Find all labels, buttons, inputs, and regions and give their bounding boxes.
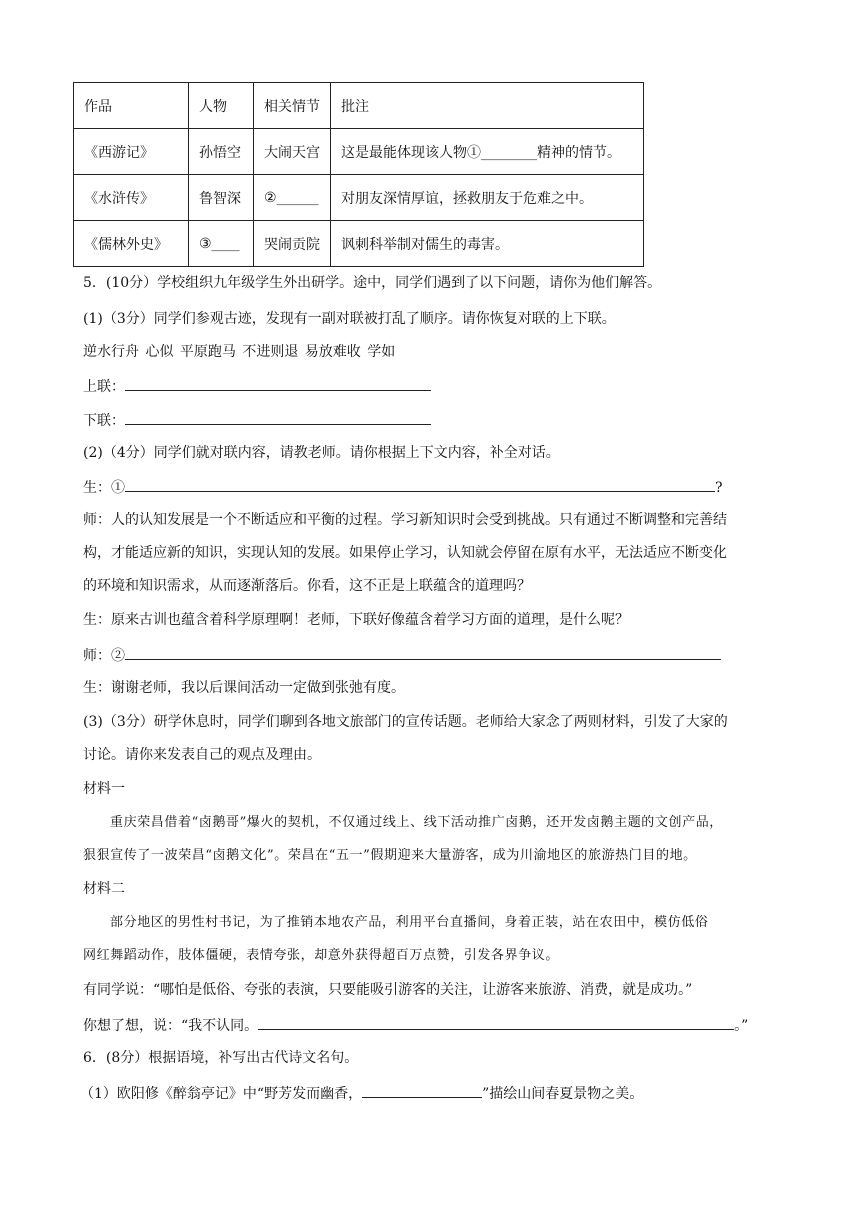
q5-part2: (2)（4分）同学们就对联内容，请教老师。请你根据上下文内容，补全对话。 bbox=[83, 445, 560, 461]
plot-cell: ②______ bbox=[254, 175, 331, 221]
material-2-title: 材料二 bbox=[83, 881, 125, 897]
student-line-3: 生：谢谢老师，我以后课间活动一定做到张弛有度。 bbox=[83, 680, 405, 696]
works-table bbox=[73, 82, 644, 267]
material-1-title: 材料一 bbox=[83, 781, 125, 797]
response-suffix: 。” bbox=[734, 1018, 749, 1034]
table-header-row bbox=[74, 83, 644, 129]
teacher-line-1b: 构，才能适应新的知识，实现认知的发展。如果停止学习，认知就会停留在原有水平，无法适应不断变化 bbox=[83, 545, 727, 561]
plot-cell: 哭闹贡院 bbox=[254, 221, 331, 267]
work-cell: 《水浒传》 bbox=[74, 175, 189, 221]
header-cell: 作品 bbox=[74, 83, 189, 129]
q6-title: 6．(8分）根据语境，补写出古代诗文名句。 bbox=[83, 1050, 359, 1066]
header-cell: 批注 bbox=[331, 83, 644, 129]
material-2-line-b: 网红舞蹈动作，肢体僵硬，表情夸张，却意外获得超百万点赞，引发各界争议。 bbox=[83, 948, 560, 963]
lower-couplet-line bbox=[83, 409, 431, 431]
answer-blank[interactable] bbox=[362, 1082, 482, 1098]
q5-part3b: 讨论。请你来发表自己的观点及理由。 bbox=[83, 747, 321, 763]
upper-couplet-line bbox=[83, 375, 431, 397]
response-prefix: 你想了想，说：“我不认同。 bbox=[83, 1018, 259, 1034]
header-cell: 人物 bbox=[189, 83, 254, 129]
note-cell: 这是最能体现该人物①________精神的情节。 bbox=[331, 129, 644, 175]
lower-label: 下联： bbox=[83, 413, 125, 429]
q5-part3a: (3)（3分）研学休息时，同学们聊到各地文旅部门的宣传话题。老师给大家念了两则材料，引发了大家的 bbox=[83, 714, 728, 730]
student-line-2: 生：原来古训也蕴含着科学原理啊！老师，下联好像蕴含着学习方面的道理，是什么呢？ bbox=[83, 612, 629, 628]
answer-blank[interactable] bbox=[258, 1014, 734, 1030]
note-cell: 讽刺科举制对儒生的毒害。 bbox=[331, 221, 644, 267]
answer-blank[interactable] bbox=[125, 644, 721, 660]
couplet-words: 逆水行舟 心似 平原跑马 不进则退 易放难收 学如 bbox=[83, 344, 396, 360]
q6-part1 bbox=[80, 1082, 643, 1104]
teacher-line-1c: 的环境和知识需求，从而逐渐落后。你看，这不正是上联蕴含的道理吗？ bbox=[83, 578, 531, 594]
plot-cell: 大闹天宫 bbox=[254, 129, 331, 175]
student-prefix: 生：① bbox=[83, 480, 125, 496]
material-1-line-b: 狠狠宣传了一波荣昌“卤鹅文化”。荣昌在“五一”假期迎来大量游客，成为川渝地区的旅游热门目的地。 bbox=[83, 848, 697, 863]
answer-blank[interactable] bbox=[125, 375, 431, 391]
classmate-opinion: 有同学说：“哪怕是低俗、夸张的表演，只要能吸引游客的关注，让游客来旅游、消费，就是成功。” bbox=[83, 982, 693, 998]
material-2-line-a: 部分地区的男性村书记，为了推销本地农产品，利用平台直播间，身着正装，站在农田中，模仿低俗 bbox=[110, 915, 709, 930]
teacher-line-1a: 师：人的认知发展是一个不断适应和平衡的过程。学习新知识时会受到挑战。只有通过不断调整和完善结 bbox=[83, 512, 727, 528]
upper-label: 上联： bbox=[83, 379, 125, 395]
answer-blank[interactable] bbox=[125, 409, 431, 425]
person-cell: ③____ bbox=[189, 221, 254, 267]
q6-suffix: ”描绘山间春夏景物之美。 bbox=[482, 1086, 644, 1102]
person-cell: 孙悟空 bbox=[189, 129, 254, 175]
work-cell: 《西游记》 bbox=[74, 129, 189, 175]
q6-prefix: （1）欧阳修《醉翁亭记》中“野芳发而幽香， bbox=[80, 1086, 363, 1102]
person-cell: 鲁智深 bbox=[189, 175, 254, 221]
table-row bbox=[74, 221, 644, 267]
q5-title: 5．(10分）学校组织九年级学生外出研学。途中，同学们遇到了以下问题，请你为他们解答。 bbox=[83, 275, 662, 291]
answer-blank[interactable] bbox=[125, 476, 715, 492]
work-cell: 《儒林外史》 bbox=[74, 221, 189, 267]
teacher-prefix: 师：② bbox=[83, 648, 125, 664]
student-line-1 bbox=[83, 476, 723, 498]
material-1-line-a: 重庆荣昌借着“卤鹅哥”爆火的契机，不仅通过线上、线下活动推广卤鹅，还开发卤鹅主题的文创产品， bbox=[110, 815, 723, 830]
question-mark: ? bbox=[715, 480, 723, 496]
header-cell: 相关情节 bbox=[254, 83, 331, 129]
your-response-line bbox=[83, 1014, 748, 1036]
q5-part1: (1)（3分）同学们参观古迹，发现有一副对联被打乱了顺序。请你恢复对联的上下联。 bbox=[83, 311, 616, 327]
table-row bbox=[74, 175, 644, 221]
teacher-line-2 bbox=[83, 644, 721, 666]
note-cell: 对朋友深情厚谊，拯救朋友于危难之中。 bbox=[331, 175, 644, 221]
table-row bbox=[74, 129, 644, 175]
